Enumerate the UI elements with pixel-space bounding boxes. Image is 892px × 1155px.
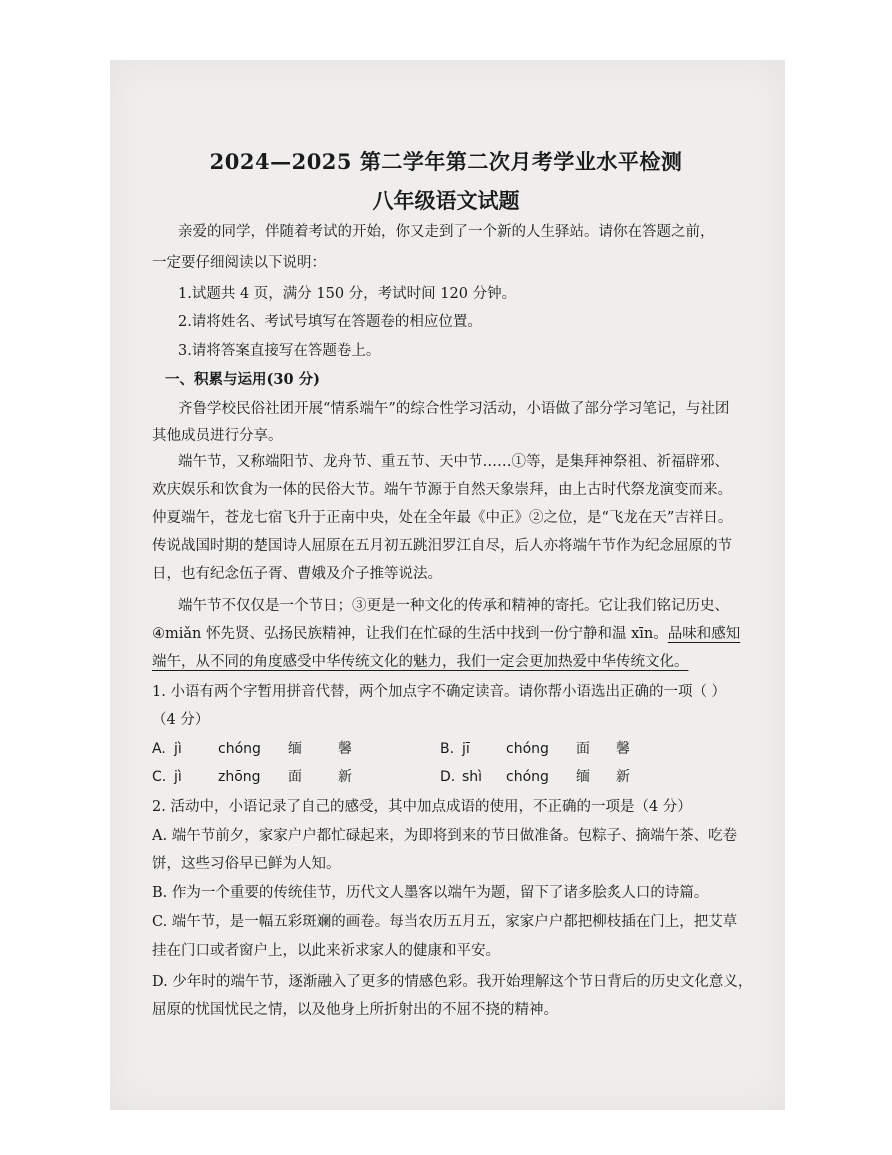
option-char-1: 面 (576, 741, 590, 757)
option-label: C. (152, 769, 167, 785)
option-pinyin-2: zhōng (218, 769, 261, 785)
option-label: A. (152, 741, 166, 757)
q1-option-b (440, 738, 630, 758)
q2-option-d-line-2: 屈原的忧国忧民之情，以及他身上所折射出的不屈不挠的精神。 (152, 1002, 558, 1018)
exam-subtitle: 八年级语文试题 (372, 188, 520, 213)
option-pinyin-2: chóng (506, 741, 549, 757)
passage-line-3: 仲夏端午，苍龙七宿飞升于正南中央，处在全年最《中正》②之位，是“飞龙在天”吉祥日。 (152, 510, 733, 526)
passage-line-1: 端午节，又称端阳节、龙舟节、重五节、天中节……①等，是集拜神祭祖、祈福辟邪、 (178, 454, 729, 470)
option-char-2: 馨 (616, 741, 630, 757)
q2-option-a-line-1: A. 端午节前夕，家家户户都忙碌起来，为即将到来的节日做准备。包粽子、摘端午茶、吃卷 (152, 828, 738, 844)
option-char-1: 面 (288, 769, 302, 785)
intro-line-2: 一定要仔细阅读以下说明： (152, 255, 326, 271)
exam-title: 2024—2025 第二学年第二次月考学业水平检测 (209, 149, 683, 174)
option-char-1: 缅 (288, 741, 302, 757)
option-char-2: 新 (338, 769, 352, 785)
q1-option-d (440, 766, 630, 786)
q2-option-a-line-2: 饼，这些习俗早已鲜为人知。 (152, 856, 341, 872)
q2-option-c-line-2: 挂在门口或者窗户上，以此来祈求家人的健康和平安。 (152, 943, 500, 959)
section-heading: 一、积累与运用(30 分) (165, 371, 320, 388)
option-pinyin-1: jì (174, 769, 182, 785)
underlined-phrase-start: 品味和感知 (667, 626, 741, 642)
option-label: D. (440, 769, 456, 785)
q1-option-a (152, 738, 352, 758)
instruction-3: 3.请将答案直接写在答题卷上。 (178, 343, 381, 359)
option-pinyin-2: chóng (506, 769, 549, 785)
passage2-line-2-text: ④miǎn 怀先贤、弘扬民族精神，让我们在忙碌的生活中找到一份宁静和温 xīn。 (152, 626, 668, 642)
option-label: B. (440, 741, 455, 757)
option-char-2: 馨 (338, 741, 352, 757)
q2-option-d-line-1: D. 少年时的端午节，逐渐融入了更多的情感色彩。我开始理解这个节日背后的历史文化意义， (152, 974, 753, 990)
instruction-1: 1.试题共 4 页，满分 150 分，考试时间 120 分钟。 (178, 286, 517, 302)
option-char-1: 缅 (576, 769, 590, 785)
passage2-line-3: 端午，从不同的角度感受中华传统文化的魅力，我们一定会更加热爱中华传统文化。 (152, 654, 689, 670)
option-char-2: 新 (616, 769, 630, 785)
option-pinyin-1: jì (174, 741, 182, 757)
passage-line-2: 欢庆娱乐和饮食为一体的民俗大节。端午节源于自然天象崇拜，由上古时代祭龙演变而来。 (152, 482, 732, 498)
q2-stem: 2. 活动中，小语记录了自己的感受，其中加点成语的使用，不正确的一项是（4 分） (152, 799, 692, 815)
q1-score: （4 分） (152, 712, 210, 728)
passage2-line-1: 端午节不仅仅是一个节日；③更是一种文化的传承和精神的寄托。它让我们铭记历史、 (178, 598, 729, 614)
q2-option-b: B. 作为一个重要的传统佳节，历代文人墨客以端午为题，留下了诸多脍炙人口的诗篇。 (152, 885, 709, 901)
option-pinyin-1: jī (462, 741, 470, 757)
lead-line-2: 其他成员进行分享。 (152, 428, 283, 444)
q2-option-c-line-1: C. 端午节，是一幅五彩斑斓的画卷。每当农历五月五，家家户户都把柳枝插在门上，把艾草 (152, 914, 738, 930)
option-pinyin-1: shì (462, 769, 483, 785)
q1-option-c (152, 766, 352, 786)
q1-stem: 1. 小语有两个字暂用拼音代替，两个加点字不确定读音。请你帮小语选出正确的一项（ ） (152, 684, 727, 700)
instruction-2: 2.请将姓名、考试号填写在答题卷的相应位置。 (178, 314, 482, 330)
passage2-line-2 (152, 622, 740, 643)
passage-line-5: 日，也有纪念伍子胥、曹娥及介子推等说法。 (152, 566, 442, 582)
lead-line-1: 齐鲁学校民俗社团开展“情系端午”的综合性学习活动，小语做了部分学习笔记，与社团 (178, 401, 730, 417)
passage-line-4: 传说战国时期的楚国诗人屈原在五月初五跳汨罗江自尽，后人亦将端午节作为纪念屈原的节 (152, 538, 732, 554)
intro-line-1: 亲爱的同学，伴随着考试的开始，你又走到了一个新的人生驿站。请你在答题之前， (178, 224, 715, 240)
option-pinyin-2: chóng (218, 741, 261, 757)
